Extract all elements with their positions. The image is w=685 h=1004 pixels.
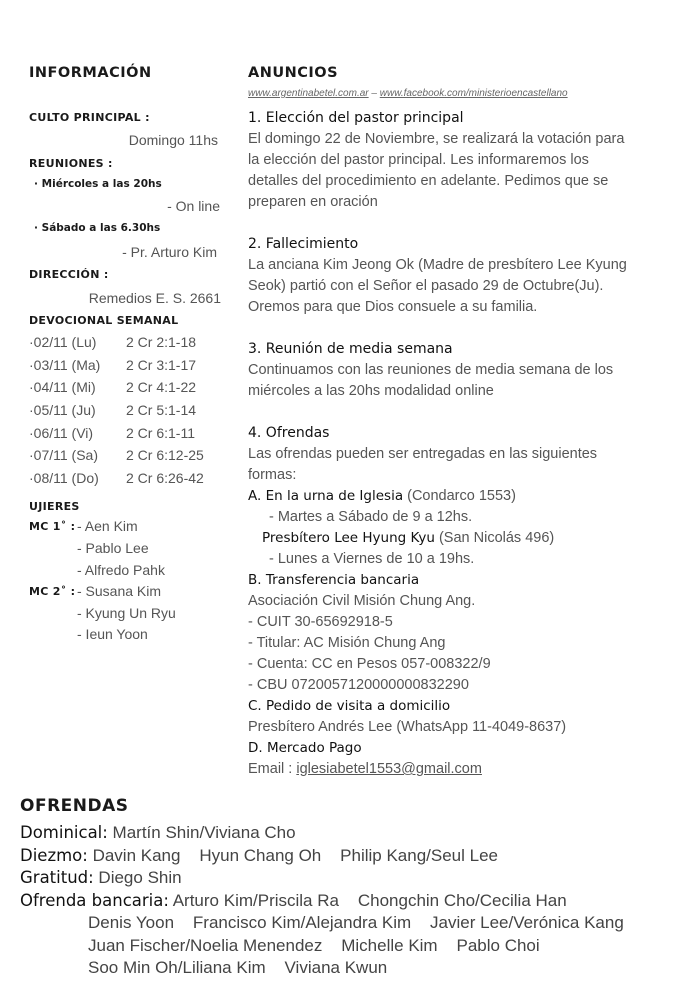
- mc2-label: MC 2˚ :: [29, 585, 76, 598]
- ofrenda-bancaria-line: Juan Fischer/Noelia Menendez Michelle Kim Pablo Choi: [88, 935, 540, 955]
- ofrendas-list: [20, 822, 670, 980]
- devocional-date: ·06/11 (Vi): [29, 424, 94, 441]
- devocional-date: ·07/11 (Sa): [29, 447, 98, 464]
- anuncio-2: [248, 234, 668, 318]
- info-title: INFORMACIÓN: [29, 65, 152, 81]
- mc2-name: - Kyung Un Ryu: [77, 605, 176, 621]
- devocional-ref: 2 Cr 6:26-42: [126, 470, 204, 487]
- option-c: [248, 696, 668, 717]
- ofrenda-diezmo-label: Diezmo:: [20, 845, 88, 865]
- ofrenda-diezmo: [20, 845, 670, 868]
- ofrenda-dominical: [20, 822, 670, 845]
- facebook-link[interactable]: www.facebook.com/ministerioencastellano: [379, 88, 568, 99]
- anuncio-1-line: preparen en oración: [248, 194, 378, 210]
- mc2-name: - Susana Kim: [77, 583, 162, 599]
- ofrenda-bancaria: [20, 890, 670, 913]
- ofrenda-dominical-label: Dominical:: [20, 823, 108, 842]
- option-presbitero-title: Presbítero Lee Hyung Kyu: [262, 530, 435, 546]
- direccion-label: DIRECCIÓN :: [29, 268, 109, 281]
- anuncios-title: ANUNCIOS: [248, 65, 339, 81]
- option-a-time: - Martes a Sábado de 9 a 12hs.: [269, 509, 473, 525]
- direccion-value: Remedios E. S. 2661: [88, 290, 221, 306]
- anuncio-3-line: Continuamos con las reuniones de media semana de los: [248, 362, 614, 378]
- devocional-ref: 2 Cr 3:1-17: [126, 356, 197, 373]
- reunion-saturday: · Sábado a las 6.30hs: [34, 222, 161, 234]
- devocional-date: ·05/11 (Ju): [29, 402, 96, 419]
- devocional-row: [29, 447, 229, 470]
- devocional-row: [29, 379, 229, 402]
- anuncio-1-title: 1. Elección del pastor principal: [248, 110, 464, 126]
- mc1-name: - Aen Kim: [77, 518, 138, 534]
- anuncio-4: [248, 423, 668, 780]
- ofrenda-bancaria-line: Soo Min Oh/Liliana Kim Viviana Kwun: [88, 958, 388, 977]
- mc2-name: - Ieun Yoon: [77, 626, 148, 642]
- anuncio-4-title: 4. Ofrendas: [248, 425, 330, 441]
- ofrenda-diezmo-names: Davin Kang Hyun Chang Oh Philip Kang/Seul Lee: [87, 845, 498, 865]
- devocional-row: [29, 334, 229, 357]
- anuncio-1-line: la elección del pastor principal. Les informaremos los: [248, 152, 589, 168]
- culto-label: CULTO PRINCIPAL :: [29, 111, 150, 124]
- devocional-ref: 2 Cr 4:1-22: [126, 379, 197, 396]
- devocional-date: ·08/11 (Do): [29, 470, 99, 487]
- devocional-date: ·04/11 (Mi): [29, 379, 96, 396]
- mc1-label: MC 1˚ :: [29, 520, 76, 533]
- anuncio-1: [248, 108, 668, 213]
- option-presbitero-place: (San Nicolás 496): [434, 530, 555, 546]
- devocional-label: DEVOCIONAL SEMANAL: [29, 314, 179, 327]
- anuncio-2-line: La anciana Kim Jeong Ok (Madre de presbítero Lee Kyung: [248, 257, 627, 273]
- option-a-place: (Condarco 1553): [403, 488, 516, 504]
- ofrenda-bancaria-label: Ofrenda bancaria:: [20, 890, 169, 910]
- option-b-title: B. Transferencia bancaria: [248, 572, 420, 588]
- option-b-line: - CBU 0720057120000000832290: [248, 677, 469, 693]
- ofrenda-gratitud-label: Gratitud:: [20, 868, 94, 887]
- devocional-date: ·02/11 (Lu): [29, 334, 97, 350]
- links-line: [248, 88, 568, 99]
- devocional-row: [29, 357, 229, 380]
- anuncio-4-line: Las ofrendas pueden ser entregadas en las siguientes: [248, 446, 598, 462]
- anuncio-3-line: miércoles a las 20hs modalidad online: [248, 383, 494, 399]
- ujieres-label: UJIERES: [29, 500, 80, 513]
- option-presbitero: [248, 528, 668, 549]
- option-c-line: Presbítero Andrés Lee (WhatsApp 11-4049-8637): [248, 719, 567, 735]
- reunion-saturday-value: - Pr. Arturo Kim: [122, 244, 217, 260]
- option-b-line: Asociación Civil Misión Chung Ang.: [248, 593, 476, 609]
- ofrenda-gratitud: [20, 867, 670, 890]
- website-link[interactable]: www.argentinabetel.com.ar: [248, 88, 369, 99]
- culto-value: Domingo 11hs: [128, 132, 218, 148]
- ofrenda-dominical-names: Martín Shin/Viviana Cho: [107, 823, 296, 842]
- anuncio-1-line: El domingo 22 de Noviembre, se realizará la votación para: [248, 131, 625, 147]
- anuncio-2-line: Oremos para que Dios consuele a su familia.: [248, 299, 538, 315]
- reunion-wednesday: · Miércoles a las 20hs: [34, 178, 162, 190]
- option-b-line: - Cuenta: CC en Pesos 057-008322/9: [248, 656, 491, 672]
- option-d-title: D. Mercado Pago: [248, 740, 362, 756]
- devocional-ref: 2 Cr 6:1-11: [126, 424, 195, 441]
- devocional-list: [29, 334, 229, 493]
- devocional-row: [29, 402, 229, 425]
- anuncio-2-line: Seok) partió con el Señor el pasado 29 de Octubre(Ju).: [248, 278, 604, 294]
- ofrenda-gratitud-names: Diego Shin: [93, 868, 182, 887]
- option-d: [248, 738, 668, 759]
- mc1-name: - Pablo Lee: [77, 540, 149, 556]
- anuncio-3: [248, 339, 668, 402]
- email-label: Email :: [248, 761, 297, 777]
- option-c-title: C. Pedido de visita a domicilio: [248, 698, 451, 714]
- devocional-date: ·03/11 (Ma): [29, 356, 101, 373]
- devocional-row: [29, 425, 229, 448]
- option-b: [248, 570, 668, 591]
- devocional-ref: 2 Cr 6:12-25: [126, 447, 204, 464]
- anuncio-2-title: 2. Fallecimiento: [248, 236, 359, 252]
- devocional-row: [29, 470, 229, 493]
- option-b-line: - CUIT 30-65692918-5: [248, 614, 393, 630]
- devocional-ref: 2 Cr 5:1-14: [126, 402, 197, 419]
- option-d-email-line: [248, 759, 668, 780]
- devocional-ref: 2 Cr 2:1-18: [126, 334, 197, 350]
- anuncio-4-line: formas:: [248, 467, 297, 483]
- option-a-title: A. En la urna de Iglesia: [248, 488, 404, 504]
- ofrendas-title: OFRENDAS: [20, 796, 129, 816]
- reuniones-label: REUNIONES :: [29, 157, 113, 170]
- anuncio-3-title: 3. Reunión de media semana: [248, 341, 453, 357]
- option-presbitero-time: - Lunes a Viernes de 10 a 19hs.: [269, 551, 475, 567]
- ofrenda-bancaria-names: Arturo Kim/Priscila Ra Chongchin Cho/Cecilia Han: [168, 890, 567, 910]
- reunion-wednesday-value: - On line: [167, 198, 220, 214]
- link-separator: –: [368, 88, 380, 99]
- mc1-name: - Alfredo Pahk: [77, 562, 165, 578]
- email-link[interactable]: iglesiabetel1553@gmail.com: [296, 761, 482, 777]
- anuncio-1-line: detalles del procedimiento en adelante. Pedimos que se: [248, 173, 609, 189]
- ofrenda-bancaria-line: Denis Yoon Francisco Kim/Alejandra Kim Javier Lee/Verónica Kang: [88, 913, 624, 932]
- option-a: [248, 486, 668, 507]
- option-b-line: - Titular: AC Misión Chung Ang: [248, 635, 446, 651]
